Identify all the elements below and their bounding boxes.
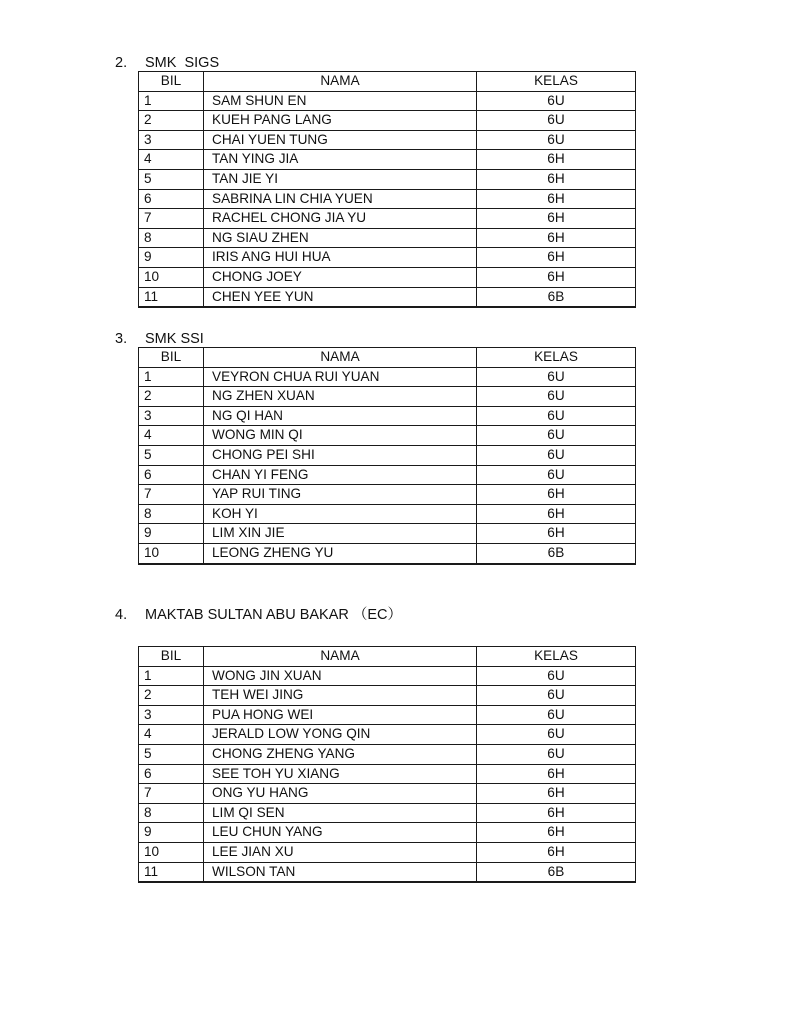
cell-kelas: 6U [477,465,636,485]
cell-bil: 3 [139,406,204,426]
cell-nama: NG ZHEN XUAN [204,387,477,407]
cell-nama: IRIS ANG HUI HUA [204,248,477,268]
table-row [139,228,636,248]
cell-bil: 6 [139,189,204,209]
section-number: 3. [115,331,128,347]
cell-bil: 9 [139,524,204,544]
table-row [139,91,636,111]
cell-nama: ONG YU HANG [204,784,477,804]
cell-nama: LEU CHUN YANG [204,823,477,843]
table-header-row [139,72,636,92]
section-heading [0,605,791,625]
cell-bil: 7 [139,485,204,505]
table-row [139,504,636,524]
cell-kelas: 6U [477,725,636,745]
cell-kelas: 6H [477,764,636,784]
cell-bil: 7 [139,784,204,804]
table-row [139,209,636,229]
table-row [139,666,636,686]
column-header-bil: BIL [139,647,204,667]
cell-bil: 5 [139,169,204,189]
cell-kelas: 6B [477,543,636,563]
column-header-kelas: KELAS [477,647,636,667]
cell-nama: YAP RUI TING [204,485,477,505]
cell-kelas: 6H [477,823,636,843]
cell-nama: KOH YI [204,504,477,524]
table-row [139,524,636,544]
cell-nama: VEYRON CHUA RUI YUAN [204,367,477,387]
cell-kelas: 6U [477,130,636,150]
cell-bil: 4 [139,426,204,446]
table-row [139,784,636,804]
cell-nama: CHEN YEE YUN [204,287,477,307]
cell-bil: 8 [139,803,204,823]
section-number: 4. [115,607,128,623]
cell-nama: LIM QI SEN [204,803,477,823]
cell-bil: 7 [139,209,204,229]
table-row [139,803,636,823]
cell-kelas: 6U [477,686,636,706]
table-row [139,705,636,725]
table-row [139,764,636,784]
section-number: 2. [115,55,128,71]
cell-bil: 4 [139,725,204,745]
column-header-kelas: KELAS [477,348,636,368]
table-row [139,465,636,485]
column-header-nama: NAMA [204,647,477,667]
cell-kelas: 6H [477,803,636,823]
cell-bil: 5 [139,744,204,764]
cell-kelas: 6H [477,228,636,248]
table-row [139,130,636,150]
table-row [139,387,636,407]
table-row [139,150,636,170]
cell-kelas: 6H [477,524,636,544]
cell-nama: SAM SHUN EN [204,91,477,111]
cell-nama: CHONG JOEY [204,267,477,287]
cell-bil: 6 [139,764,204,784]
cell-bil: 10 [139,267,204,287]
cell-bil: 2 [139,111,204,131]
cell-kelas: 6H [477,267,636,287]
table-row [139,445,636,465]
cell-kelas: 6H [477,504,636,524]
table-row [139,169,636,189]
cell-bil: 3 [139,130,204,150]
table-row [139,406,636,426]
cell-nama: SABRINA LIN CHIA YUEN [204,189,477,209]
cell-kelas: 6U [477,666,636,686]
cell-kelas: 6H [477,248,636,268]
cell-kelas: 6U [477,744,636,764]
cell-nama: TAN YING JIA [204,150,477,170]
table-row [139,426,636,446]
table-row [139,862,636,882]
cell-kelas: 6U [477,367,636,387]
cell-bil: 2 [139,387,204,407]
cell-bil: 2 [139,686,204,706]
cell-nama: WONG JIN XUAN [204,666,477,686]
table-row [139,367,636,387]
cell-bil: 1 [139,367,204,387]
table-header-row [139,647,636,667]
cell-kelas: 6H [477,169,636,189]
cell-nama: RACHEL CHONG JIA YU [204,209,477,229]
cell-kelas: 6B [477,862,636,882]
section-heading [0,53,791,73]
cell-kelas: 6H [477,784,636,804]
section-title: SMK SIGS [145,55,220,71]
cell-kelas: 6H [477,485,636,505]
cell-bil: 1 [139,91,204,111]
roster-table [138,646,636,883]
cell-kelas: 6H [477,842,636,862]
cell-nama: NG QI HAN [204,406,477,426]
cell-bil: 10 [139,543,204,563]
table-row [139,248,636,268]
cell-kelas: 6U [477,111,636,131]
table-row [139,823,636,843]
cell-nama: CHAI YUEN TUNG [204,130,477,150]
cell-nama: TAN JIE YI [204,169,477,189]
cell-bil: 8 [139,504,204,524]
cell-bil: 4 [139,150,204,170]
cell-nama: LEONG ZHENG YU [204,543,477,563]
table-row [139,189,636,209]
cell-bil: 9 [139,823,204,843]
cell-kelas: 6U [477,445,636,465]
cell-kelas: 6H [477,150,636,170]
cell-nama: NG SIAU ZHEN [204,228,477,248]
column-header-nama: NAMA [204,348,477,368]
table-row [139,267,636,287]
cell-bil: 11 [139,862,204,882]
cell-bil: 8 [139,228,204,248]
cell-nama: JERALD LOW YONG QIN [204,725,477,745]
cell-nama: PUA HONG WEI [204,705,477,725]
cell-kelas: 6U [477,426,636,446]
cell-bil: 10 [139,842,204,862]
cell-nama: LEE JIAN XU [204,842,477,862]
cell-nama: LIM XIN JIE [204,524,477,544]
cell-bil: 1 [139,666,204,686]
cell-bil: 9 [139,248,204,268]
cell-kelas: 6H [477,209,636,229]
cell-nama: TEH WEI JING [204,686,477,706]
column-header-bil: BIL [139,348,204,368]
cell-kelas: 6U [477,91,636,111]
cell-bil: 3 [139,705,204,725]
cell-kelas: 6U [477,387,636,407]
cell-nama: WONG MIN QI [204,426,477,446]
table-row [139,485,636,505]
cell-bil: 5 [139,445,204,465]
column-header-bil: BIL [139,72,204,92]
table-row [139,842,636,862]
cell-nama: CHAN YI FENG [204,465,477,485]
cell-kelas: 6U [477,705,636,725]
roster-table [138,347,636,565]
section-title: MAKTAB SULTAN ABU BAKAR （EC） [145,607,403,623]
cell-bil: 6 [139,465,204,485]
table-header-row [139,348,636,368]
cell-nama: WILSON TAN [204,862,477,882]
cell-kelas: 6B [477,287,636,307]
table-row [139,111,636,131]
section-heading [0,329,791,349]
column-header-kelas: KELAS [477,72,636,92]
table-row [139,543,636,563]
cell-bil: 11 [139,287,204,307]
table-row [139,744,636,764]
cell-nama: CHONG ZHENG YANG [204,744,477,764]
column-header-nama: NAMA [204,72,477,92]
section-title: SMK SSI [145,331,204,347]
cell-nama: SEE TOH YU XIANG [204,764,477,784]
cell-kelas: 6U [477,406,636,426]
table-row [139,686,636,706]
table-row [139,725,636,745]
cell-kelas: 6H [477,189,636,209]
cell-nama: KUEH PANG LANG [204,111,477,131]
table-row [139,287,636,307]
cell-nama: CHONG PEI SHI [204,445,477,465]
roster-table [138,71,636,308]
